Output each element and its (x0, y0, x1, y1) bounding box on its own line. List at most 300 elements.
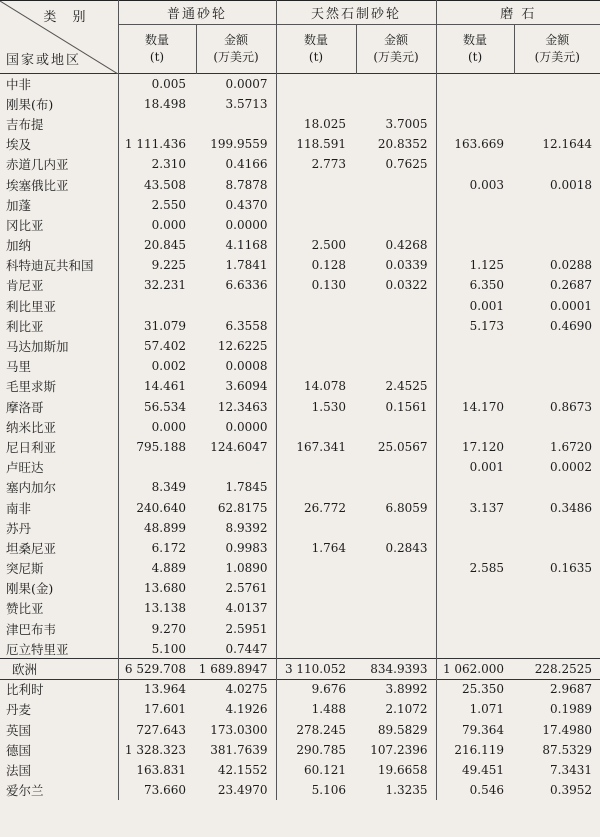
amount-value-cell (356, 195, 436, 215)
amount-value-cell: 4.1168 (225, 238, 268, 253)
amount-value-cell: 19.6658 (377, 762, 428, 777)
amount-value-cell: 834.9393 (370, 662, 428, 677)
amount-value-cell: 12.6225 (217, 339, 268, 354)
country-name-cell: 纳米比亚 (0, 417, 118, 437)
table-row (0, 174, 600, 194)
amount-value-cell: 3.5713 (225, 96, 268, 111)
country-name-cell: 欧洲 (0, 659, 118, 679)
country-name-cell: 肯尼亚 (0, 275, 118, 295)
qty-value-cell: 0.001 (436, 457, 514, 477)
qty-value-cell: 1.125 (436, 255, 514, 275)
qty-value-cell (276, 518, 356, 538)
table-row (0, 134, 600, 154)
table-row (0, 336, 600, 356)
table-row (0, 356, 600, 376)
amount-value-cell (514, 376, 600, 396)
amount-value-cell (356, 215, 436, 235)
country-name-cell: 坦桑尼亚 (0, 538, 118, 558)
country-name-cell: 马里 (0, 356, 118, 376)
country-name-cell: 丹麦 (0, 699, 118, 719)
qty-value-cell (436, 417, 514, 437)
qty-value-cell (436, 154, 514, 174)
qty-value-cell: 0.000 (151, 217, 186, 232)
amount-value-cell (514, 538, 600, 558)
amount-value-cell: 8.9392 (225, 520, 268, 535)
country-name-cell: 刚果(金) (0, 578, 118, 598)
amount-value-cell (356, 296, 436, 316)
qty-value-cell (436, 114, 514, 134)
amount-value-cell: 2.9687 (550, 682, 593, 697)
qty-value-cell (276, 316, 356, 336)
amount-value-cell: 6.6336 (225, 278, 268, 293)
country-name-cell: 爱尔兰 (0, 780, 118, 800)
qty-value-cell (118, 296, 196, 316)
qty-value-cell (436, 235, 514, 255)
country-name-cell: 赤道几内亚 (0, 154, 118, 174)
amount-value-cell: 0.0008 (225, 359, 268, 374)
qty-value-cell: 48.899 (144, 520, 186, 535)
qty-value-cell: 1.764 (276, 538, 356, 558)
qty-value-cell: 25.350 (436, 679, 514, 699)
amount-value-cell: 2.5761 (225, 581, 268, 596)
qty-value-cell (118, 114, 196, 134)
amount-value-cell: 7.3431 (550, 762, 593, 777)
qty-value-cell: 0.001 (436, 296, 514, 316)
amount-value-cell: 23.4970 (217, 783, 268, 798)
qty-value-cell: 14.170 (436, 397, 514, 417)
qty-value-cell: 3 110.052 (276, 659, 356, 679)
qty-value-cell (436, 74, 514, 94)
amount-value-cell: 20.8352 (377, 137, 428, 152)
amount-value-cell (514, 195, 600, 215)
qty-value-cell (276, 336, 356, 356)
qty-value-cell: 118.591 (276, 134, 356, 154)
table-row (0, 477, 600, 497)
qty-value-cell: 1 111.436 (124, 137, 186, 152)
amount-value-cell: 12.3463 (217, 399, 268, 414)
amount-value-cell (356, 74, 436, 94)
amount-value-cell: 0.7625 (385, 157, 428, 172)
table-row (0, 598, 600, 618)
qty-value-cell (276, 195, 356, 215)
table-row (0, 679, 600, 699)
amount-value-cell: 0.4370 (225, 197, 268, 212)
amount-value-cell: 1 689.8947 (198, 662, 268, 677)
amount-value-cell: 381.7639 (210, 742, 268, 757)
region-row (0, 659, 600, 679)
qty-value-cell (118, 457, 196, 477)
qty-value-cell: 5.106 (276, 780, 356, 800)
amount-value-cell: 1.7845 (225, 480, 268, 495)
table-row (0, 255, 600, 275)
qty-value-cell: 49.451 (436, 760, 514, 780)
table-row (0, 558, 600, 578)
table-row (0, 497, 600, 517)
group-header-whetstone: 磨 石 (436, 1, 600, 25)
amount-value-cell (356, 94, 436, 114)
category-label: 类 别 (43, 10, 92, 25)
amount-value-cell: 4.1926 (225, 702, 268, 717)
qty-value-cell: 2.585 (436, 558, 514, 578)
qty-value-cell: 26.772 (276, 497, 356, 517)
amount-value-cell: 107.2396 (370, 742, 428, 757)
qty-value-cell: 13.680 (144, 581, 186, 596)
amount-value-cell: 173.0300 (210, 722, 268, 737)
amount-value-cell (514, 94, 600, 114)
amount-header: 金额 (万美元) (196, 25, 276, 74)
qty-header: 数量 (t) (436, 25, 514, 74)
amount-value-cell: 1.0890 (225, 561, 268, 576)
qty-value-cell (436, 94, 514, 114)
amount-value-cell (514, 518, 600, 538)
qty-value-cell (276, 558, 356, 578)
table-row (0, 639, 600, 659)
amount-value-cell: 0.2843 (385, 540, 428, 555)
qty-value-cell (276, 598, 356, 618)
amount-value-cell: 0.1561 (385, 399, 428, 414)
country-name-cell: 刚果(布) (0, 94, 118, 114)
table-row (0, 235, 600, 255)
amount-value-cell (356, 457, 436, 477)
table-row (0, 760, 600, 780)
qty-value-cell: 9.225 (151, 258, 186, 273)
country-name-cell: 加蓬 (0, 195, 118, 215)
amount-value-cell (356, 639, 436, 659)
amount-value-cell: 3.7005 (385, 116, 428, 131)
table-row (0, 195, 600, 215)
amount-value-cell: 0.1989 (550, 702, 593, 717)
qty-value-cell: 167.341 (276, 437, 356, 457)
qty-value-cell: 5.173 (436, 316, 514, 336)
qty-value-cell (436, 336, 514, 356)
qty-value-cell: 727.643 (136, 722, 186, 737)
amount-value-cell: 12.1644 (542, 137, 593, 152)
country-name-cell: 摩洛哥 (0, 397, 118, 417)
amount-value-cell (514, 477, 600, 497)
table-row (0, 780, 600, 800)
amount-value-cell: 6.8059 (385, 500, 428, 515)
group-header-natural-stone-wheel: 天然石制砂轮 (276, 1, 436, 25)
qty-value-cell: 240.640 (136, 500, 186, 515)
amount-value-cell (514, 619, 600, 639)
qty-value-cell: 4.889 (151, 561, 186, 576)
qty-value-cell (436, 215, 514, 235)
table-row (0, 215, 600, 235)
country-name-cell: 冈比亚 (0, 215, 118, 235)
qty-value-cell (276, 94, 356, 114)
qty-value-cell: 6 529.708 (124, 662, 186, 677)
table-row (0, 154, 600, 174)
qty-value-cell (436, 477, 514, 497)
amount-value-cell (356, 598, 436, 618)
qty-header: 数量 (t) (276, 25, 356, 74)
amount-value-cell: 0.0000 (225, 419, 268, 434)
table-row (0, 114, 600, 134)
amount-value-cell: 228.2525 (534, 662, 593, 677)
qty-value-cell: 1.071 (436, 699, 514, 719)
country-name-cell: 德国 (0, 740, 118, 760)
amount-value-cell (514, 215, 600, 235)
qty-value-cell (276, 417, 356, 437)
country-label: 国家或地区 (6, 53, 82, 68)
qty-value-cell: 60.121 (276, 760, 356, 780)
qty-value-cell (276, 296, 356, 316)
country-name-cell: 比利时 (0, 679, 118, 699)
qty-value-cell: 795.188 (136, 439, 186, 454)
qty-value-cell: 43.508 (144, 177, 186, 192)
amount-value-cell (514, 598, 600, 618)
qty-value-cell: 9.270 (151, 621, 186, 636)
table-row (0, 578, 600, 598)
table-row (0, 518, 600, 538)
amount-value-cell (356, 518, 436, 538)
country-name-cell: 加纳 (0, 235, 118, 255)
qty-value-cell: 32.231 (144, 278, 186, 293)
qty-value-cell: 17.601 (144, 702, 186, 717)
qty-value-cell: 20.845 (144, 238, 186, 253)
country-name-cell: 南非 (0, 497, 118, 517)
qty-value-cell (276, 356, 356, 376)
qty-value-cell: 14.078 (276, 376, 356, 396)
amount-value-cell: 199.9559 (210, 137, 268, 152)
table-row (0, 699, 600, 719)
amount-value-cell (514, 336, 600, 356)
qty-value-cell: 0.005 (151, 76, 186, 91)
qty-value-cell (436, 538, 514, 558)
amount-value-cell (514, 417, 600, 437)
qty-value-cell: 73.660 (144, 783, 186, 798)
amount-value-cell: 0.4268 (385, 238, 428, 253)
corner-header-cell (0, 1, 118, 74)
qty-value-cell: 290.785 (276, 740, 356, 760)
amount-value-cell: 0.0000 (225, 217, 268, 232)
table-row (0, 74, 600, 94)
country-name-cell: 毛里求斯 (0, 376, 118, 396)
amount-value-cell: 4.0137 (225, 601, 268, 616)
qty-value-cell (436, 376, 514, 396)
amount-value-cell: 0.0322 (385, 278, 428, 293)
amount-value-cell: 8.7878 (225, 177, 268, 192)
amount-value-cell: 124.6047 (210, 439, 268, 454)
amount-value-cell (514, 235, 600, 255)
country-name-cell: 突尼斯 (0, 558, 118, 578)
qty-value-cell: 31.079 (144, 318, 186, 333)
qty-value-cell (436, 578, 514, 598)
qty-value-cell: 1.488 (276, 699, 356, 719)
amount-value-cell: 0.3952 (550, 783, 593, 798)
country-name-cell: 吉布提 (0, 114, 118, 134)
country-name-cell: 利比里亚 (0, 296, 118, 316)
amount-value-cell: 0.0339 (385, 258, 428, 273)
table-row (0, 316, 600, 336)
country-name-cell: 利比亚 (0, 316, 118, 336)
qty-value-cell (436, 598, 514, 618)
amount-value-cell: 2.4525 (385, 379, 428, 394)
table-row (0, 538, 600, 558)
amount-value-cell: 0.0007 (225, 76, 268, 91)
qty-value-cell: 278.245 (276, 720, 356, 740)
qty-value-cell (436, 518, 514, 538)
amount-value-cell (356, 356, 436, 376)
amount-value-cell (356, 477, 436, 497)
amount-value-cell: 0.0001 (550, 298, 593, 313)
qty-value-cell: 79.364 (436, 720, 514, 740)
amount-value-cell (356, 578, 436, 598)
table-row (0, 275, 600, 295)
amount-value-cell: 1.6720 (550, 439, 593, 454)
qty-value-cell: 1 328.323 (124, 742, 186, 757)
qty-value-cell: 13.138 (144, 601, 186, 616)
amount-value-cell: 17.4980 (542, 722, 593, 737)
amount-value-cell: 0.7447 (225, 641, 268, 656)
amount-value-cell (356, 336, 436, 356)
qty-value-cell: 2.500 (276, 235, 356, 255)
amount-value-cell (356, 174, 436, 194)
qty-value-cell (276, 639, 356, 659)
amount-value-cell (514, 578, 600, 598)
qty-value-cell (436, 619, 514, 639)
amount-value-cell: 1.7841 (225, 258, 268, 273)
country-name-cell: 苏丹 (0, 518, 118, 538)
amount-value-cell (196, 457, 276, 477)
qty-value-cell: 18.498 (144, 96, 186, 111)
amount-value-cell: 0.4690 (550, 318, 593, 333)
amount-value-cell: 0.3486 (550, 500, 593, 515)
qty-value-cell: 6.172 (151, 540, 186, 555)
qty-value-cell: 6.350 (436, 275, 514, 295)
qty-value-cell: 0.002 (151, 359, 186, 374)
qty-value-cell (276, 477, 356, 497)
header-group-row (0, 1, 600, 25)
table-row (0, 296, 600, 316)
qty-value-cell: 216.119 (436, 740, 514, 760)
qty-value-cell (276, 619, 356, 639)
amount-header: 金额 (万美元) (356, 25, 436, 74)
amount-header: 金额 (万美元) (514, 25, 600, 74)
table-row (0, 740, 600, 760)
qty-value-cell: 0.000 (151, 419, 186, 434)
qty-value-cell (276, 215, 356, 235)
amount-value-cell: 0.4166 (225, 157, 268, 172)
amount-value-cell (514, 639, 600, 659)
qty-value-cell: 9.676 (276, 679, 356, 699)
qty-value-cell: 17.120 (436, 437, 514, 457)
amount-value-cell (356, 316, 436, 336)
qty-value-cell (276, 174, 356, 194)
qty-value-cell: 1 062.000 (436, 659, 514, 679)
table-row (0, 437, 600, 457)
qty-value-cell: 0.130 (276, 275, 356, 295)
country-name-cell: 科特迪瓦共和国 (0, 255, 118, 275)
amount-value-cell: 0.9983 (225, 540, 268, 555)
amount-value-cell (196, 296, 276, 316)
qty-value-cell: 18.025 (276, 114, 356, 134)
table-body (0, 74, 600, 801)
qty-value-cell: 0.546 (436, 780, 514, 800)
amount-value-cell: 0.0002 (550, 460, 593, 475)
amount-value-cell: 42.1552 (217, 762, 268, 777)
qty-value-cell (276, 457, 356, 477)
amount-value-cell: 2.5951 (225, 621, 268, 636)
qty-value-cell: 0.003 (436, 174, 514, 194)
country-name-cell: 中非 (0, 74, 118, 94)
country-name-cell: 卢旺达 (0, 457, 118, 477)
qty-value-cell: 3.137 (436, 497, 514, 517)
country-name-cell: 埃及 (0, 134, 118, 154)
country-name-cell: 埃塞俄比亚 (0, 174, 118, 194)
amount-value-cell: 0.0288 (550, 258, 593, 273)
qty-value-cell: 163.669 (436, 134, 514, 154)
qty-value-cell: 163.831 (136, 762, 186, 777)
qty-value-cell: 14.461 (144, 379, 186, 394)
qty-header: 数量 (t) (118, 25, 196, 74)
amount-value-cell: 62.8175 (217, 500, 268, 515)
amount-value-cell (356, 417, 436, 437)
qty-value-cell: 1.530 (276, 397, 356, 417)
qty-value-cell: 2.550 (151, 197, 186, 212)
amount-value-cell: 89.5829 (377, 722, 428, 737)
country-name-cell: 塞内加尔 (0, 477, 118, 497)
amount-value-cell: 3.6094 (225, 379, 268, 394)
amount-value-cell: 4.0275 (225, 682, 268, 697)
table-row (0, 457, 600, 477)
country-name-cell: 法国 (0, 760, 118, 780)
amount-value-cell (514, 114, 600, 134)
country-name-cell: 赞比亚 (0, 598, 118, 618)
amount-value-cell: 6.3558 (225, 318, 268, 333)
qty-value-cell (436, 639, 514, 659)
table-row (0, 94, 600, 114)
qty-value-cell (436, 356, 514, 376)
country-name-cell: 津巴布韦 (0, 619, 118, 639)
amount-value-cell: 87.5329 (542, 742, 593, 757)
group-header-grinding-wheel: 普通砂轮 (167, 7, 228, 22)
qty-value-cell (436, 195, 514, 215)
qty-value-cell (276, 74, 356, 94)
amount-value-cell (356, 619, 436, 639)
amount-value-cell: 0.2687 (550, 278, 593, 293)
qty-value-cell: 0.128 (276, 255, 356, 275)
qty-value-cell: 13.964 (144, 682, 186, 697)
amount-value-cell: 25.0567 (377, 439, 428, 454)
table-row (0, 376, 600, 396)
amount-value-cell: 0.0018 (550, 177, 593, 192)
country-name-cell: 马达加斯加 (0, 336, 118, 356)
amount-value-cell (356, 558, 436, 578)
table-row (0, 619, 600, 639)
table-row (0, 720, 600, 740)
qty-value-cell (276, 578, 356, 598)
qty-value-cell: 2.310 (151, 157, 186, 172)
amount-value-cell (514, 74, 600, 94)
amount-value-cell: 0.1635 (550, 561, 593, 576)
table-row (0, 397, 600, 417)
country-name-cell: 厄立特里亚 (0, 639, 118, 659)
amount-value-cell: 0.8673 (550, 399, 593, 414)
qty-value-cell: 2.773 (276, 154, 356, 174)
amount-value-cell: 2.1072 (385, 702, 428, 717)
amount-value-cell (514, 154, 600, 174)
qty-value-cell: 56.534 (144, 399, 186, 414)
qty-value-cell: 57.402 (144, 339, 186, 354)
country-name-cell: 尼日利亚 (0, 437, 118, 457)
qty-value-cell: 8.349 (151, 480, 186, 495)
amount-value-cell: 1.3235 (385, 783, 428, 798)
country-name-cell: 英国 (0, 720, 118, 740)
table-row (0, 417, 600, 437)
amount-value-cell: 3.8992 (385, 682, 428, 697)
amount-value-cell (514, 356, 600, 376)
